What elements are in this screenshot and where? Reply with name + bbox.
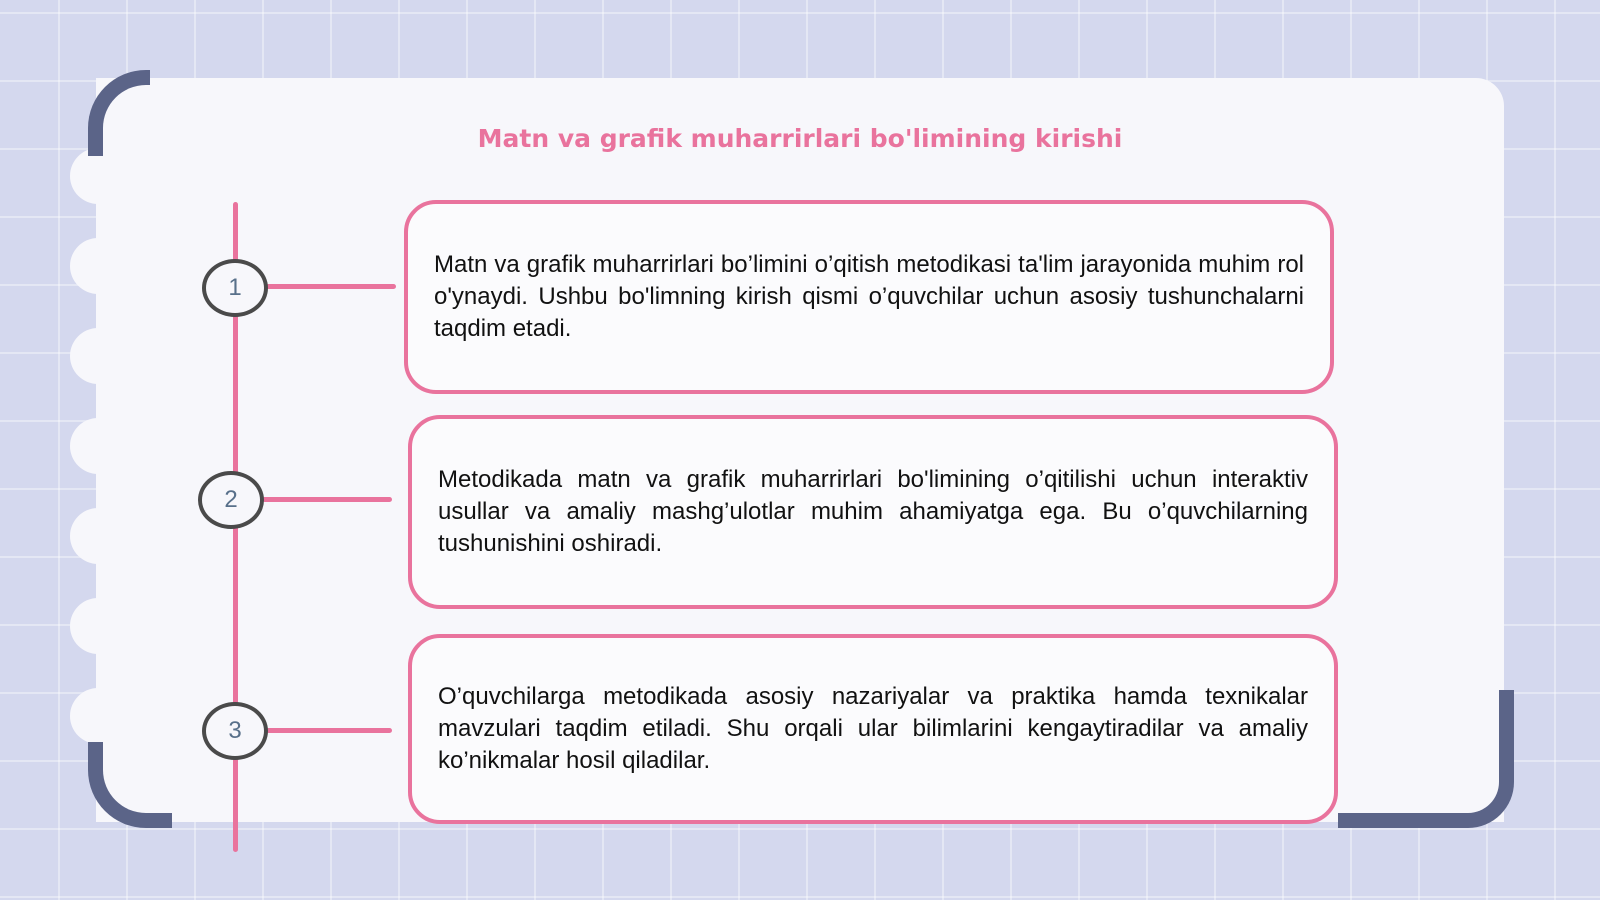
sheet-scallop [70, 328, 126, 384]
step-connector [266, 728, 392, 733]
sheet-scallop [70, 688, 126, 744]
step-card-3 [408, 634, 1338, 824]
step-card-text: Metodikada matn va grafik muharrirlari bo'limining o’qitilishi uchun interaktiv usullar va amaliy mashg’ulotlar muhim ahamiyatga ega. Bu o’quvchilarning tushunishini oshiradi. [438, 466, 1308, 557]
frame-bracket-bottom-right [1338, 690, 1514, 828]
sheet-scallop [70, 148, 126, 204]
step-connector [262, 497, 392, 502]
step-card-1 [404, 200, 1334, 394]
step-number-1: 1 [202, 259, 268, 317]
sheet-scallop [70, 598, 126, 654]
slide-title: Matn va grafik muharrirlari bo'limining kirishi [477, 124, 1123, 153]
step-card-2 [408, 415, 1338, 609]
step-number-3: 3 [202, 702, 268, 760]
step-card-text: Matn va grafik muharrirlari bo’limini o’qitish metodikasi ta'lim jarayonida muhim rol o'ynaydi. Ushbu bo'limning kirish qismi o’quvchilar uchun asosiy tushunchalarni taqdim etadi. [434, 251, 1304, 342]
sheet-scallop [70, 238, 126, 294]
step-number-2: 2 [198, 471, 264, 529]
sheet-scallop [70, 418, 126, 474]
sheet-scallop [70, 508, 126, 564]
step-card-text: O’quvchilarga metodikada asosiy nazariyalar va praktika hamda texnikalar mavzulari taqdim etiladi. Shu orqali ular bilimlarini kengaytiradilar va amaliy ko’nikmalar hosil qiladilar. [438, 683, 1308, 774]
step-connector [266, 284, 396, 289]
